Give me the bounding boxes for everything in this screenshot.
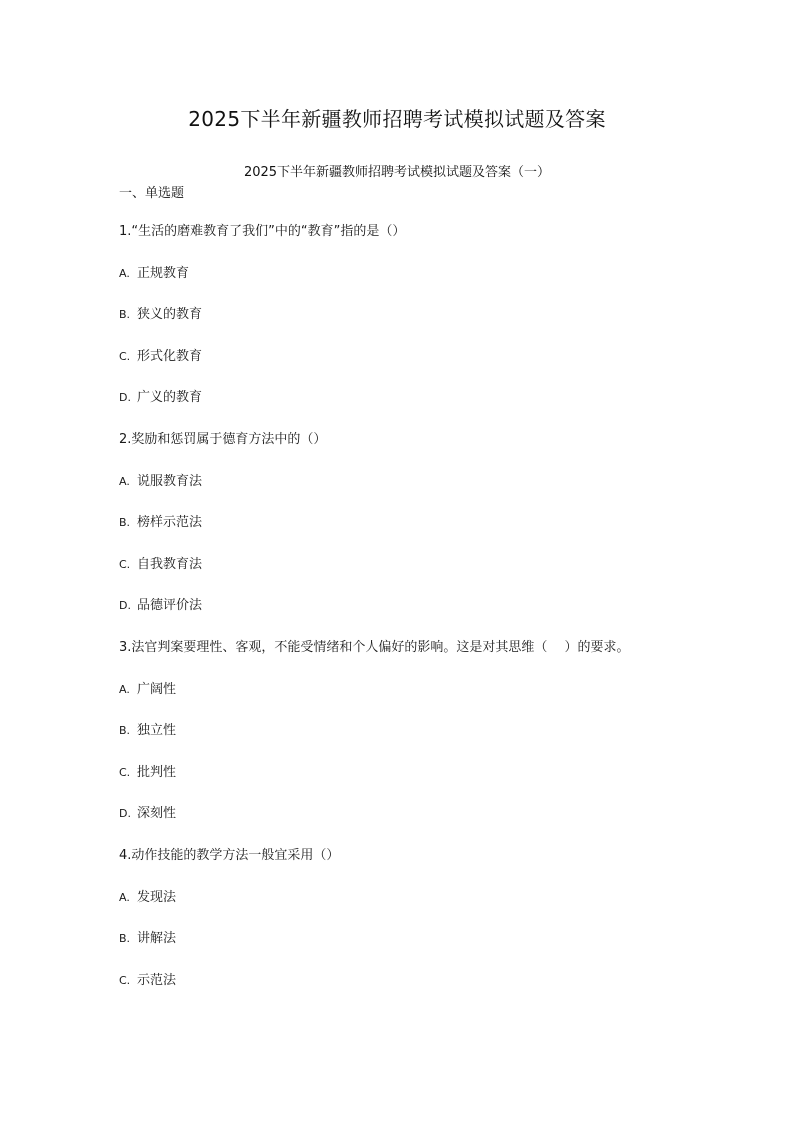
option-text: 深刻性 xyxy=(137,806,177,822)
option-text: 广义的教育 xyxy=(137,390,203,406)
question-option xyxy=(119,347,679,389)
option-letter: B. xyxy=(119,308,131,322)
option-text: 品德评价法 xyxy=(137,598,203,614)
question-option xyxy=(119,513,679,555)
question-stem: 1.“生活的磨难教育了我们”中的“教育”指的是（） xyxy=(119,224,406,239)
option-letter: B. xyxy=(119,516,131,530)
document-title: 2025下半年新疆教师招聘考试模拟试题及答案 xyxy=(188,107,606,131)
option-letter: C. xyxy=(119,765,131,779)
question-option xyxy=(119,305,679,347)
option-letter: C. xyxy=(119,973,131,987)
option-text: 独立性 xyxy=(137,723,177,739)
question-option xyxy=(119,971,679,1013)
question-option xyxy=(119,763,679,805)
option-letter: A. xyxy=(119,682,130,696)
option-letter: A. xyxy=(119,266,130,280)
question-option xyxy=(119,721,679,763)
question-option xyxy=(119,264,679,306)
option-text: 广阔性 xyxy=(137,681,177,697)
option-text: 讲解法 xyxy=(137,931,177,947)
option-letter: D. xyxy=(119,391,131,405)
option-text: 发现法 xyxy=(137,889,177,905)
question-stem: 3.法官判案要理性、客观，不能受情绪和个人偏好的影响。这是对其思维（ ）的要求。 xyxy=(119,639,630,655)
option-letter: A. xyxy=(119,474,130,488)
option-letter: C. xyxy=(119,349,131,363)
question-option xyxy=(119,388,679,430)
section-heading: 一、单选题 xyxy=(119,186,185,201)
option-letter: B. xyxy=(119,932,131,946)
question-option xyxy=(119,929,679,971)
question-list xyxy=(119,222,679,1012)
option-text: 说服教育法 xyxy=(137,473,203,489)
option-text: 榜样示范法 xyxy=(137,515,203,531)
option-text: 形式化教育 xyxy=(137,348,203,364)
option-letter: A. xyxy=(119,890,130,904)
option-letter: C. xyxy=(119,557,131,571)
document-subtitle: 2025下半年新疆教师招聘考试模拟试题及答案（一） xyxy=(243,165,551,180)
option-text: 示范法 xyxy=(137,972,177,988)
option-letter: D. xyxy=(119,599,131,613)
option-text: 狭义的教育 xyxy=(137,307,203,323)
option-letter: B. xyxy=(119,724,131,738)
question-option xyxy=(119,555,679,597)
option-letter: D. xyxy=(119,807,131,821)
option-text: 自我教育法 xyxy=(137,556,203,572)
question-option xyxy=(119,472,679,514)
question-option xyxy=(119,804,679,846)
question-option xyxy=(119,888,679,930)
question-option xyxy=(119,680,679,722)
question-stem: 2.奖励和惩罚属于德育方法中的（） xyxy=(119,431,327,447)
question-stem: 4.动作技能的教学方法一般宜采用（） xyxy=(119,847,340,863)
question-option xyxy=(119,596,679,638)
option-text: 批判性 xyxy=(137,764,177,780)
option-text: 正规教育 xyxy=(137,265,190,281)
